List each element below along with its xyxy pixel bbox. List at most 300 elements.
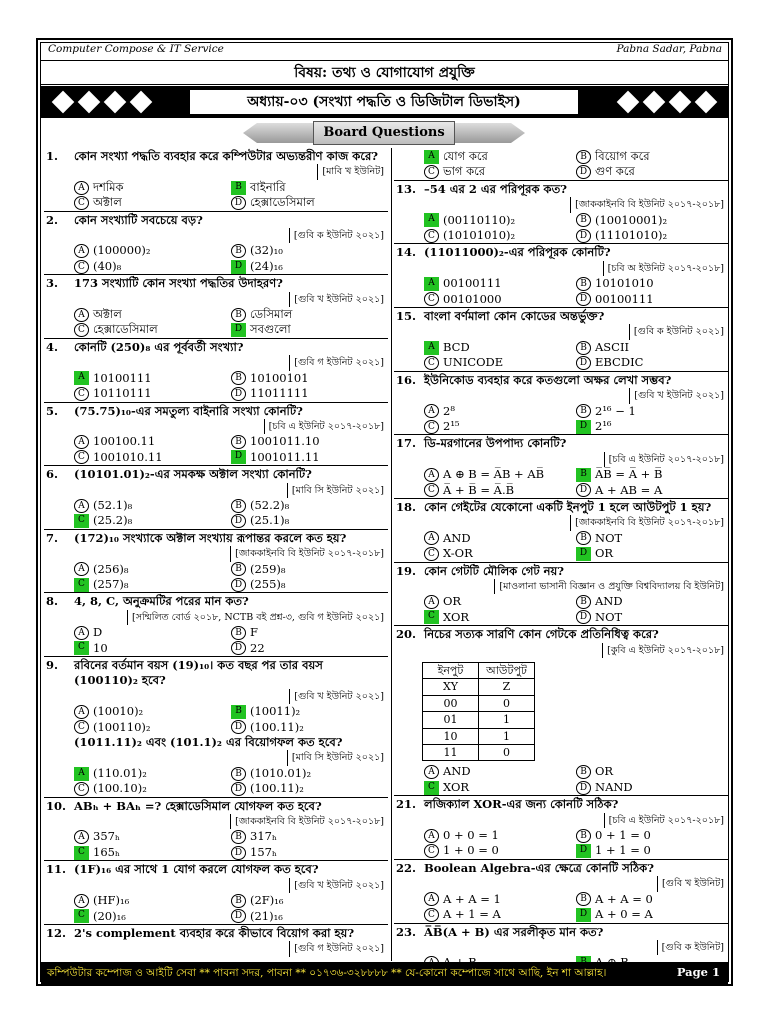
option-item: [231, 704, 388, 719]
option-text: (20)₁₆: [93, 908, 126, 923]
option-item: [231, 909, 388, 924]
option-item: [424, 292, 576, 307]
correct-answer-marker: B: [576, 468, 591, 482]
option-item: [424, 213, 576, 228]
correct-answer-marker: C: [424, 781, 439, 795]
option-text: (100.11)₂: [250, 781, 304, 796]
option-text: D: [93, 625, 103, 640]
option-text: OR: [595, 764, 614, 779]
source-label: [জাককাইনবি বি ইউনিট ২০১৭-২০১৮]: [570, 197, 724, 212]
option-text: 157ₕ: [250, 844, 277, 859]
option-text: 10: [93, 640, 108, 655]
options-grid: [394, 149, 728, 180]
source-label: [গুবি খ ইউনিট ২০২১]: [629, 388, 724, 403]
question-number: 2.: [46, 212, 59, 227]
option-letter: B: [576, 404, 591, 418]
option-item: [74, 704, 231, 719]
option-letter: C: [424, 483, 439, 497]
question-row: [394, 434, 728, 451]
option-item: [231, 893, 388, 908]
option-item: [231, 195, 388, 210]
option-letter: A: [74, 705, 89, 719]
option-item: [576, 892, 728, 907]
option-item: [576, 164, 728, 179]
question-number: 7.: [46, 530, 59, 545]
option-text: 1001011.10: [250, 434, 320, 449]
question-source: [394, 643, 728, 658]
option-item: [74, 893, 231, 908]
question-text: –54 এর 2 এর পরিপূরক কত?: [424, 181, 567, 196]
correct-answer-marker: C: [74, 909, 89, 923]
question-text: ডি-মরগানের উপপাদ্য কোনটি?: [424, 436, 567, 451]
option-text: AND: [443, 764, 471, 779]
question-source: [394, 515, 728, 530]
question-text: কোন সংখ্যাটি সবচেয়ে বড়?: [74, 212, 203, 227]
options-grid: [44, 243, 388, 274]
option-text: A̅ + B̅ = A̅.B̅: [443, 482, 515, 497]
option-text: 10100111: [93, 370, 152, 385]
option-item: [424, 149, 576, 164]
option-letter: D: [231, 641, 246, 655]
option-text: (32)₁₀: [250, 243, 283, 258]
option-letter: A: [74, 562, 89, 576]
option-letter: A: [424, 892, 439, 906]
option-item: [576, 843, 728, 858]
option-text: (52.1)₈: [93, 497, 133, 512]
footer-text: কম্পিউটার কম্পোজ ও আইটি সেবা ** পাবনা সদর, পাবনা ** ০১৭৩৬-৩২৮৮৮৮ ** যে-কোনো কম্পোজে সাথে আছি, ইন শা আল্লাহ।: [47, 967, 607, 979]
options-grid: [44, 180, 388, 211]
option-text: A + AB = A: [595, 482, 663, 497]
arrow-left-decoration: [243, 123, 313, 143]
correct-answer-marker: D: [576, 547, 591, 561]
option-item: [576, 780, 728, 795]
option-text: 2⁸: [443, 403, 455, 418]
option-letter: D: [576, 292, 591, 306]
question-source: [394, 579, 728, 594]
option-letter: D: [231, 846, 246, 860]
left-column: [44, 149, 388, 957]
option-text: ভাগ করে: [443, 164, 486, 179]
option-item: [74, 450, 231, 465]
source-label: [কুবি এ ইউনিট ২০১৭-২০১৮]: [602, 643, 724, 658]
option-item: [576, 764, 728, 779]
option-item: [74, 577, 231, 592]
option-letter: A: [424, 829, 439, 843]
option-text: A + 0 = A: [595, 907, 653, 922]
correct-answer-marker: A: [424, 277, 439, 291]
source-label: [জাককাইনবি বি ইউনিট ২০১৭-২০১৮]: [230, 814, 384, 829]
option-text: AND: [595, 594, 623, 609]
option-item: [424, 780, 576, 795]
option-item: [74, 180, 231, 195]
option-letter: B: [576, 829, 591, 843]
truth-table-cell: 0: [479, 695, 535, 711]
option-item: [74, 386, 231, 401]
question-row: [394, 371, 728, 388]
option-letter: A: [74, 435, 89, 449]
options-grid: [44, 371, 388, 402]
correct-answer-marker: D: [576, 420, 591, 434]
arrow-right-decoration: [455, 123, 525, 143]
option-text: 357ₕ: [93, 829, 120, 844]
option-text: 317ₕ: [250, 829, 277, 844]
option-text: হেক্সাডেসিমাল: [93, 322, 158, 337]
option-item: [231, 641, 388, 656]
diamond-ornament-left: [53, 91, 151, 113]
option-text: ASCII: [595, 339, 630, 354]
option-letter: B: [231, 308, 246, 322]
option-text: NOT: [595, 530, 623, 545]
option-item: [74, 434, 231, 449]
option-letter: B: [231, 371, 246, 385]
option-letter: A: [74, 181, 89, 195]
question-row: [44, 465, 388, 482]
source-label: [মাবি খ ইউনিট]: [317, 164, 384, 179]
option-letter: D: [576, 356, 591, 370]
question-row: [44, 656, 388, 689]
option-text: (100110)₂: [93, 719, 151, 734]
option-text: XOR: [443, 609, 470, 624]
option-letter: C: [74, 196, 89, 210]
option-item: [231, 386, 388, 401]
option-text: BCD: [443, 339, 470, 354]
option-letter: B: [231, 894, 246, 908]
option-item: [576, 828, 728, 843]
question-source: [394, 324, 728, 339]
source-label: [জাককাইনবি বি ইউনিট ২০১৭-২০১৮]: [230, 546, 384, 561]
question-row: [394, 243, 728, 260]
source-label: [গুবি ক ইউনিট ২০২১]: [289, 228, 384, 243]
question-row: [394, 859, 728, 876]
question-source: [44, 750, 388, 765]
option-text: 2¹⁵: [443, 418, 460, 433]
diamond-ornament-right: [618, 91, 716, 113]
option-item: [74, 829, 231, 844]
question-number: 23.: [396, 924, 417, 939]
option-item: [231, 498, 388, 513]
question-source: [394, 388, 728, 403]
option-text: AND: [443, 530, 471, 545]
option-letter: C: [424, 229, 439, 243]
option-item: [74, 195, 231, 210]
options-grid: [44, 704, 388, 735]
option-text: XOR: [443, 779, 470, 794]
option-letter: A: [424, 595, 439, 609]
option-text: (40)₈: [93, 258, 122, 273]
option-item: [424, 892, 576, 907]
source-label: [মাবি সি ইউনিট ২০২১]: [287, 483, 384, 498]
option-item: [424, 419, 576, 434]
option-letter: B: [576, 765, 591, 779]
correct-answer-marker: A: [424, 341, 439, 355]
source-label: [চবি অ ইউনিট ২০১৭-২০১৮]: [603, 261, 724, 276]
source-label: [গুবি খ ইউনিট ২০২১]: [289, 878, 384, 893]
question-source: [44, 941, 388, 956]
option-item: [424, 546, 576, 561]
question-text: বাংলা বর্ণমালা কোন কোডের অন্তর্ভুক্ত?: [424, 309, 605, 324]
source-label: [গুবি ক ইউনিট]: [657, 940, 724, 955]
option-letter: C: [424, 292, 439, 306]
option-text: হেক্সাডেসিমাল: [250, 195, 315, 210]
chapter-title: অধ্যায়-০৩ (সংখ্যা পদ্ধতি ও ডিজিটাল ডিভাইস): [189, 89, 579, 115]
question-text: 2's complement ব্যবহার করে কীভাবে বিয়োগ করা হয়?: [74, 925, 355, 940]
question-row: [44, 797, 388, 814]
question-number: 20.: [396, 627, 417, 642]
option-item: [424, 594, 576, 609]
option-item: [231, 829, 388, 844]
option-text: 00101000: [443, 291, 502, 306]
chapter-band: [41, 86, 728, 118]
option-text: 11011111: [250, 386, 309, 401]
question-row: [44, 274, 388, 291]
option-item: [74, 781, 231, 796]
question-row: [394, 625, 728, 642]
question-source: [394, 261, 728, 276]
option-item: [424, 228, 576, 243]
option-item: [576, 228, 728, 243]
option-letter: A: [74, 499, 89, 513]
option-letter: A: [424, 468, 439, 482]
option-letter: B: [576, 150, 591, 164]
option-text: 100100.11: [93, 434, 156, 449]
option-text: 2¹⁶ − 1: [595, 403, 636, 418]
question-text: ABₕ + BAₕ =? হেক্সাডেসিমাল যোগফল কত হবে?: [74, 798, 322, 813]
question-source: [44, 814, 388, 829]
question-row: [44, 860, 388, 877]
options-grid: [44, 434, 388, 465]
source-label: [গুবি গ ইউনিট ২০২১]: [289, 355, 384, 370]
option-item: [74, 322, 231, 337]
source-label: [গুবি ক ইউনিট ২০২১]: [629, 324, 724, 339]
option-item: [576, 404, 728, 419]
option-letter: D: [231, 909, 246, 923]
option-letter: B: [576, 341, 591, 355]
header-left: Computer Compose & IT Service: [48, 43, 224, 55]
option-item: [74, 562, 231, 577]
option-item: [231, 766, 388, 781]
question-number: 21.: [396, 797, 417, 812]
question-number: 13.: [396, 181, 417, 196]
question-number: 10.: [46, 798, 67, 813]
option-letter: B: [576, 277, 591, 291]
option-item: [576, 483, 728, 498]
option-item: [74, 720, 231, 735]
option-text: (10010)₂: [93, 704, 144, 719]
option-text: বিয়োগ করে: [595, 149, 650, 163]
question-source: [44, 546, 388, 561]
option-item: [424, 764, 576, 779]
option-letter: B: [231, 626, 246, 640]
option-text: 0 + 1 = 0: [595, 828, 651, 843]
question-row: [44, 402, 388, 419]
question-source: [44, 689, 388, 704]
correct-answer-marker: C: [424, 610, 439, 624]
correct-answer-marker: C: [74, 846, 89, 860]
option-item: [424, 610, 576, 625]
source-label: [চবি এ ইউনিট ২০১৭-২০১৮]: [604, 813, 724, 828]
option-text: অক্টাল: [93, 307, 122, 322]
option-item: [576, 531, 728, 546]
correct-answer-marker: C: [74, 641, 89, 655]
option-text: (24)₁₆: [250, 258, 283, 273]
question-text: কোন সংখ্যা পদ্ধতি ব্যবহার করে কম্পিউটার অভ্যন্তরীণ কাজ করে?: [74, 149, 379, 163]
option-item: [424, 340, 576, 355]
option-item: [576, 907, 728, 922]
option-letter: D: [576, 781, 591, 795]
question-row: [44, 338, 388, 355]
question-source: [44, 610, 388, 625]
truth-table-header: ইনপুট: [423, 663, 479, 679]
option-item: [424, 483, 576, 498]
option-letter: D: [576, 229, 591, 243]
option-text: 00100111: [443, 276, 502, 291]
question-source: [44, 228, 388, 243]
option-letter: D: [231, 720, 246, 734]
question-text: (1F)₁₆ এর সাথে 1 যোগ করলে যোগফল কত হবে?: [74, 862, 319, 877]
option-letter: A: [74, 244, 89, 258]
option-item: [231, 577, 388, 592]
question-text: নিচের সত্যক সারণি কোন গেটকে প্রতিনিধিত্ব করে?: [424, 627, 659, 642]
question-number: 22.: [396, 860, 417, 875]
option-text: যোগ করে: [443, 149, 488, 163]
options-grid: [394, 531, 728, 562]
option-text: (25.1)₈: [250, 513, 290, 528]
footer-bar: [41, 962, 728, 984]
option-item: [231, 307, 388, 322]
option-text: 10100101: [250, 370, 309, 385]
question-number: 11.: [46, 862, 67, 877]
option-item: [74, 766, 231, 781]
question-number: 9.: [46, 658, 59, 672]
option-text: A + A = 0: [595, 891, 653, 906]
question-text: (10101.01)₂-এর সমকক্ষ অক্টাল সংখ্যা কোনটি?: [74, 467, 312, 482]
option-letter: C: [424, 165, 439, 179]
option-item: [74, 307, 231, 322]
options-grid: [44, 766, 388, 797]
option-item: [231, 243, 388, 258]
option-letter: D: [576, 165, 591, 179]
question-text: (172)₁₀ সংখ্যাকে অক্টাল সংখ্যায় রূপান্তর করলে কত হয়?: [74, 530, 347, 545]
option-letter: C: [74, 387, 89, 401]
correct-answer-marker: A: [74, 371, 89, 385]
option-text: (52.2)₈: [250, 497, 290, 512]
correct-answer-marker: D: [576, 844, 591, 858]
correct-answer-marker: D: [231, 450, 246, 464]
option-item: [74, 259, 231, 274]
truth-table-cell: 1: [479, 712, 535, 728]
question-number: 16.: [396, 372, 417, 387]
option-letter: A: [424, 404, 439, 418]
option-item: [576, 419, 728, 434]
option-text: OR: [443, 594, 462, 609]
options-grid: [44, 625, 388, 656]
option-text: (256)₈: [93, 561, 129, 576]
option-letter: C: [424, 908, 439, 922]
option-letter: D: [231, 387, 246, 401]
question-number: 14.: [396, 245, 417, 260]
option-item: [424, 531, 576, 546]
option-text: A + A = 1: [443, 891, 501, 906]
option-item: [231, 845, 388, 860]
option-text: (21)₁₆: [250, 908, 283, 923]
option-text: (2F)₁₆: [250, 893, 284, 908]
option-item: [576, 149, 728, 164]
option-letter: A: [424, 531, 439, 545]
option-text: 10101010: [595, 276, 654, 291]
source-label: [মাবি সি ইউনিট ২০২১]: [287, 750, 384, 765]
question-text: ইউনিকোড ব্যবহার করে কতগুলো অক্ষর লেখা সম্ভব?: [424, 372, 672, 387]
question-source: [44, 355, 388, 370]
option-item: [424, 164, 576, 179]
option-letter: D: [231, 514, 246, 528]
option-item: [424, 907, 576, 922]
correct-answer-marker: B: [231, 181, 246, 195]
option-letter: C: [74, 260, 89, 274]
option-item: [576, 292, 728, 307]
truth-table-cell: 11: [423, 745, 479, 761]
options-grid: [394, 276, 728, 307]
option-text: (259)₈: [250, 561, 286, 576]
option-letter: C: [424, 356, 439, 370]
option-letter: B: [576, 595, 591, 609]
question-row: [44, 211, 388, 228]
option-text: 10110111: [93, 386, 152, 401]
question-number: 12.: [46, 925, 67, 940]
question-number: 4.: [46, 339, 59, 354]
truth-table-header: আউটপুট: [479, 663, 535, 679]
question-text: কোনটি (250)₈ এর পূর্ববর্তী সংখ্যা?: [74, 339, 244, 354]
option-item: [74, 625, 231, 640]
option-text: A + 1 = A: [443, 907, 501, 922]
question-number: 3.: [46, 276, 59, 291]
question-text: 4, 8, C, অনুক্রমটির পরের মান কত?: [74, 594, 249, 609]
option-text: অক্টাল: [93, 195, 122, 210]
option-letter: A: [74, 830, 89, 844]
question-source: [394, 452, 728, 467]
question-text: কোন গেইটের যেকোনো একটি ইনপুট 1 হলে আউটপুট 1 হয়?: [424, 499, 712, 514]
source-label: [চবি এ ইউনিট ২০১৭-২০১৮]: [604, 452, 724, 467]
option-text: UNICODE: [443, 355, 504, 370]
question-number: 15.: [396, 309, 417, 324]
option-text: গুণ করে: [595, 164, 635, 179]
option-letter: B: [231, 830, 246, 844]
options-grid: [394, 764, 728, 795]
correct-answer-marker: A: [74, 767, 89, 781]
options-grid: [394, 404, 728, 435]
option-item: [231, 450, 388, 465]
correct-answer-marker: D: [231, 323, 246, 337]
option-letter: D: [231, 578, 246, 592]
option-letter: B: [576, 531, 591, 545]
question-source: [44, 419, 388, 434]
option-item: [576, 213, 728, 228]
question-source: [44, 483, 388, 498]
source-label: [গুবি গ ইউনিট ২০২১]: [289, 941, 384, 956]
source-label: [জাককাইনবি বি ইউনিট ২০১৭-২০১৮]: [570, 515, 724, 530]
option-text: বাইনারি: [250, 179, 286, 194]
option-item: [424, 355, 576, 370]
source-label: [মাওলানা ভাসানী বিজ্ঞান ও প্রযুক্তি বিশ্ববিদ্যালয় বি ইউনিট]: [494, 579, 724, 594]
option-item: [231, 625, 388, 640]
option-item: [74, 371, 231, 386]
option-text: (100.10)₂: [93, 781, 147, 796]
option-text: (HF)₁₆: [93, 893, 130, 908]
option-text: দশমিক: [93, 179, 124, 194]
question-number: 6.: [46, 467, 59, 482]
option-item: [576, 340, 728, 355]
option-text: (10011)₂: [250, 704, 301, 719]
option-letter: C: [74, 720, 89, 734]
